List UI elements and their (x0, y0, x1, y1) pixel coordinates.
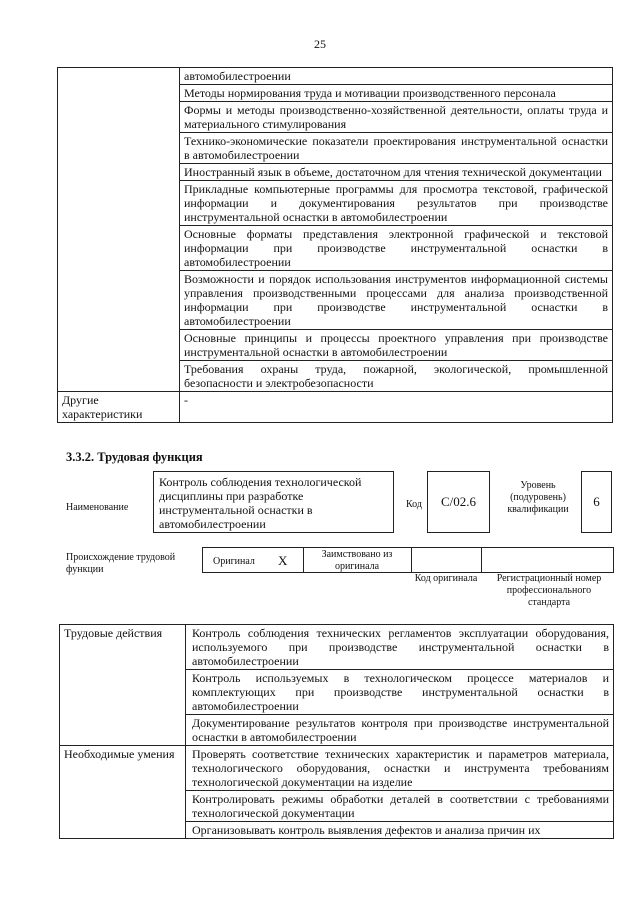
table-cell: Методы нормирования труда и мотивации производственного персонала (180, 85, 613, 102)
table-cell: Контроль используемых в технологическом процессе материалов и комплектующих при производстве инструментальной оснастки в автомобилестроении (186, 670, 614, 715)
table-cell: автомобилестроении (180, 68, 613, 85)
labor-actions-label: Трудовые действия (60, 625, 186, 746)
function-name-value: Контроль соблюдения технологической дисциплины при разработке инструментальной оснастки в автомобилестроении (159, 475, 362, 531)
table-cell: Основные принципы и процессы проектного управления при производстве инструментальной оснастки в автомобилестроении (180, 330, 613, 361)
table-cell: Технико-экономические показатели проектирования инструментальной оснастки в автомобилестроении (180, 133, 613, 164)
other-characteristics-label: Другие характеристики (58, 392, 180, 423)
table-cell: Иностранный язык в объеме, достаточном для чтения технической документации (180, 164, 613, 181)
level-box (581, 471, 612, 533)
function-name-box (153, 471, 394, 533)
divider (303, 548, 304, 572)
knowledge-table (57, 67, 613, 423)
page-number: 25 (314, 37, 326, 51)
level-label: Уровень (подуровень) квалификации (507, 480, 569, 515)
original-mark: X (278, 553, 288, 568)
origin-box (202, 547, 614, 573)
divider (481, 548, 482, 572)
table-row (58, 392, 613, 423)
table-cell: Прикладные компьютерные программы для просмотра текстовой, графической информации и документирования результатов при производстве инструментальной оснастки в автомобилестроении (180, 181, 613, 226)
table-cell: Документирование результатов контроля при производстве инструментальной оснастки в автомобилестроении (186, 715, 614, 746)
code-value: C/02.6 (440, 494, 477, 509)
section-heading: 3.3.2. Трудовая функция (66, 450, 203, 464)
borrowed-label: Заимствовано из оригинала (321, 549, 393, 572)
code-label: Код (406, 499, 422, 510)
name-label: Наименование (66, 502, 129, 513)
table-cell-label (58, 68, 180, 392)
actions-skills-table (59, 624, 614, 839)
level-value: 6 (593, 494, 600, 509)
code-original-caption: Код оригинала (414, 573, 478, 584)
table-row (60, 746, 614, 791)
table-cell: Контроль соблюдения технических регламентов эксплуатации оборудования, используемого при производстве инструментальной оснастки в автомобилестроении (186, 625, 614, 670)
divider (411, 548, 412, 572)
other-characteristics-value: - (180, 392, 613, 423)
table-cell: Контролировать режимы обработки деталей в соответствии с требованиями технологической документации (186, 791, 614, 822)
table-row (58, 68, 613, 85)
original-label: Оригинал (213, 556, 255, 567)
code-box (427, 471, 490, 533)
required-skills-label: Необходимые умения (60, 746, 186, 839)
table-cell: Требования охраны труда, пожарной, экологической, промышленной безопасности и электробезопасности (180, 361, 613, 392)
table-cell: Формы и методы производственно-хозяйственной деятельности, оплаты труда и материального стимулирования (180, 102, 613, 133)
origin-label: Происхождение трудовой функции (66, 552, 176, 575)
registration-number-caption: Регистрационный номер профессионального стандарта (496, 573, 602, 608)
table-cell: Возможности и порядок использования инструментов информационной системы управления производственными процессами для анализа производственной информации при производстве инструментальной оснастки в автомобилестроении (180, 271, 613, 330)
table-row (60, 625, 614, 670)
table-cell: Проверять соответствие технических характеристик и параметров материала, технологического оборудования, оснастки и инструмента требованиям технологической документации на изделие (186, 746, 614, 791)
table-cell: Основные форматы представления электронной графической и текстовой информации при производстве инструментальной оснастки в автомобилестроении (180, 226, 613, 271)
table-cell: Организовывать контроль выявления дефектов и анализа причин их (186, 822, 614, 839)
